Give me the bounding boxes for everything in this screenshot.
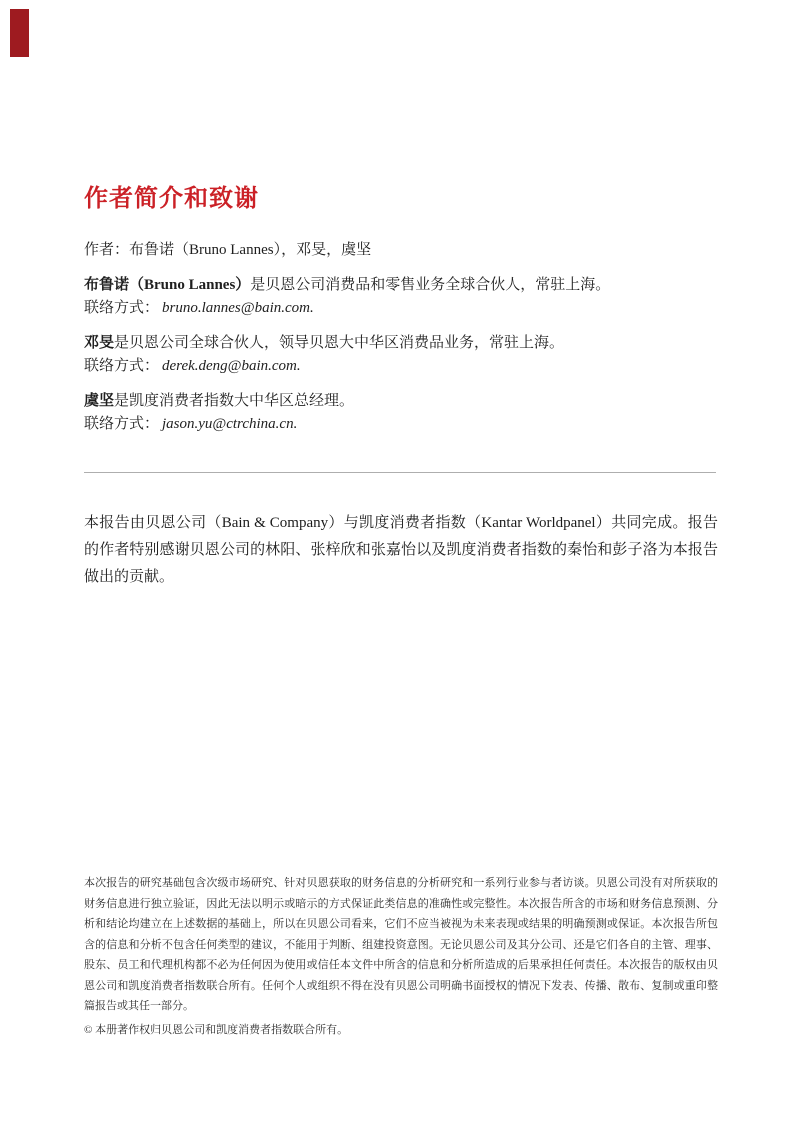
author-name: 虞坚 [84,393,115,409]
contact-label: 联络方式： [84,300,160,316]
section-divider [84,472,716,473]
bio-description-line [84,332,724,355]
author-name: 布鲁诺（Bruno Lannes） [84,277,251,293]
disclaimer-paragraph: 本次报告的研究基础包含次级市场研究、针对贝恩获取的财务信息的分析研究和一系列行业参与者访谈。贝恩公司没有对所获取的财务信息进行独立验证，因此无法以明示或暗示的方式保证此类信息的准确性或完整性。本次报告所含的市场和财务信息预测、分析和结论均建立在上述数据的基础上，所以在贝恩公司看来，它们不应当被视为未来表现或结果的明确预测或保证。本次报告所包含的信息和分析不包含任何类型的建议，不能用于判断、组建投资意图。无论贝恩公司及其分公司、还是它们各自的主管、理事、股东、员工和代理机构都不必为任何因为使用或信任本文件中所含的信息和分析所造成的后果承担任何责任。本次报告的版权由贝恩公司和凯度消费者指数联合所有。任何个人或组织不得在没有贝恩公司明确书面授权的情况下发表、传播、散布、复制或重印整篇报告或其任一部分。 [84,877,718,1012]
author-name: 邓旻 [84,335,115,351]
authors-line: 作者：布鲁诺（Bruno Lannes），邓旻，虞坚 [84,242,372,258]
acknowledgment-paragraph: 本报告由贝恩公司（Bain & Company）与凯度消费者指数（Kantar Worldpanel）共同完成。报告的作者特别感谢贝恩公司的林阳、张梓欣和张嘉怡以及凯度消费者指数的秦怡和彭子洛为本报告做出的贡献。 [84,515,718,585]
author-email: jason.yu@ctrchina.cn. [162,416,298,432]
contact-label: 联络方式： [84,358,160,374]
author-role-text: 是贝恩公司消费品和零售业务全球合伙人，常驻上海。 [250,277,611,293]
author-role-text: 是凯度消费者指数大中华区总经理。 [114,393,355,409]
page-title: 作者简介和致谢 [84,185,259,212]
contact-label: 联络方式： [84,416,160,432]
copyright-line: © 本册著作权归贝恩公司和凯度消费者指数联合所有。 [84,1024,349,1036]
author-bio-jason-yu [84,390,724,436]
author-email: derek.deng@bain.com. [162,358,301,374]
author-bio-derek-deng [84,332,724,378]
author-role-text: 是贝恩公司全球合伙人，领导贝恩大中华区消费品业务，常驻上海。 [114,335,565,351]
author-bio-bruno-lannes [84,274,724,320]
bio-contact-line [84,355,724,378]
page-corner-tab [10,9,29,57]
bio-contact-line [84,297,724,320]
author-email: bruno.lannes@bain.com. [162,300,314,316]
bio-contact-line [84,413,724,436]
bio-description-line [84,274,724,297]
bio-description-line [84,390,724,413]
